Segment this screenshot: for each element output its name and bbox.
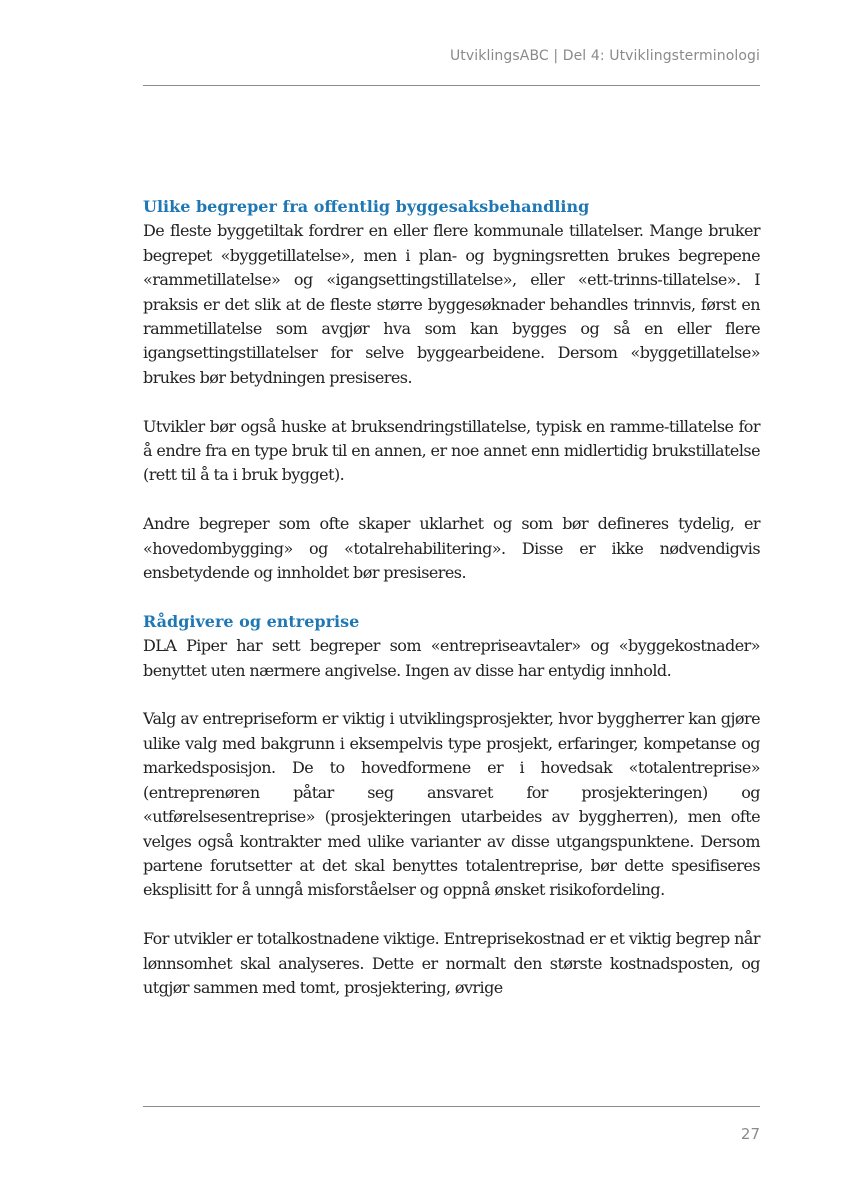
paragraph: Valg av entrepriseform er viktig i utviklingsprosjekter, hvor byggherrer kan gjøre ulike valg med bakgrunn i eksempelvis type prosjekt, erfaringer, kompetanse og markedsposisjon. De to hovedformene er i hovedsak «totalentreprise» (entreprenøren påtar seg ansvaret for prosjekteringen) og «utførelsesentreprise» (prosjekteringen utarbeides av byggherren), men ofte velges også kontrakter med ulike varianter av disse utgangspunktene. Dersom partene forutsetter at det skal benyttes totalentreprise, bør dette spesifiseres eksplisitt for å unngå misforståelser og oppnå ønsket risikofordeling. (143, 709, 760, 900)
page-number: 27 (740, 1125, 760, 1143)
body-text (143, 195, 760, 1000)
section-heading-radgivere: Rådgivere og entreprise (143, 611, 360, 631)
running-header: UtviklingsABC | Del 4: Utviklingsterminologi (449, 48, 760, 64)
paragraph: Utvikler bør også huske at bruksendringstillatelse, typisk en ramme-tillatelse for å endre fra en type bruk til en annen, er noe annet enn midlertidig brukstillatelse (rett til å ta i bruk bygget). (143, 416, 760, 485)
header-rule (143, 85, 760, 86)
section-heading-byggesak: Ulike begreper fra offentlig byggesaksbehandling (143, 197, 590, 216)
footer-rule (143, 1106, 760, 1107)
paragraph: Andre begreper som ofte skaper uklarhet og som bør defineres tydelig, er «hovedombygging» og «totalrehabilitering». Disse er ikke nødvendigvis ensbetydende og innholdet bør presiseres. (143, 514, 760, 583)
paragraph: DLA Piper har sett begreper som «entrepriseavtaler» og «byggekostnader» benyttet uten nærmere angivelse. Ingen av disse har entydig innhold. (143, 636, 760, 680)
paragraph: For utvikler er totalkostnadene viktige. Entreprisekostnad er et viktig begrep når lønnsomhet skal analyseres. Dette er normalt den største kostnadsposten, og utgjør sammen med tomt, prosjektering, øvrige (143, 929, 760, 997)
paragraph: De fleste byggetiltak fordrer en eller flere kommunale tillatelser. Mange bruker begrepet «byggetillatelse», men i plan- og bygningsretten brukes begrepene «rammetillatelse» og «igangsettingstillatelse», eller «ett-trinns-tillatelse». I praksis er det slik at de fleste større byggesøknader behandles trinnvis, først en rammetillatelse som avgjør hva som kan bygges og så en eller flere igangsettingstillatelser for selve byggearbeidene. Dersom «byggetillatelse» brukes bør betydningen presiseres. (143, 221, 760, 387)
